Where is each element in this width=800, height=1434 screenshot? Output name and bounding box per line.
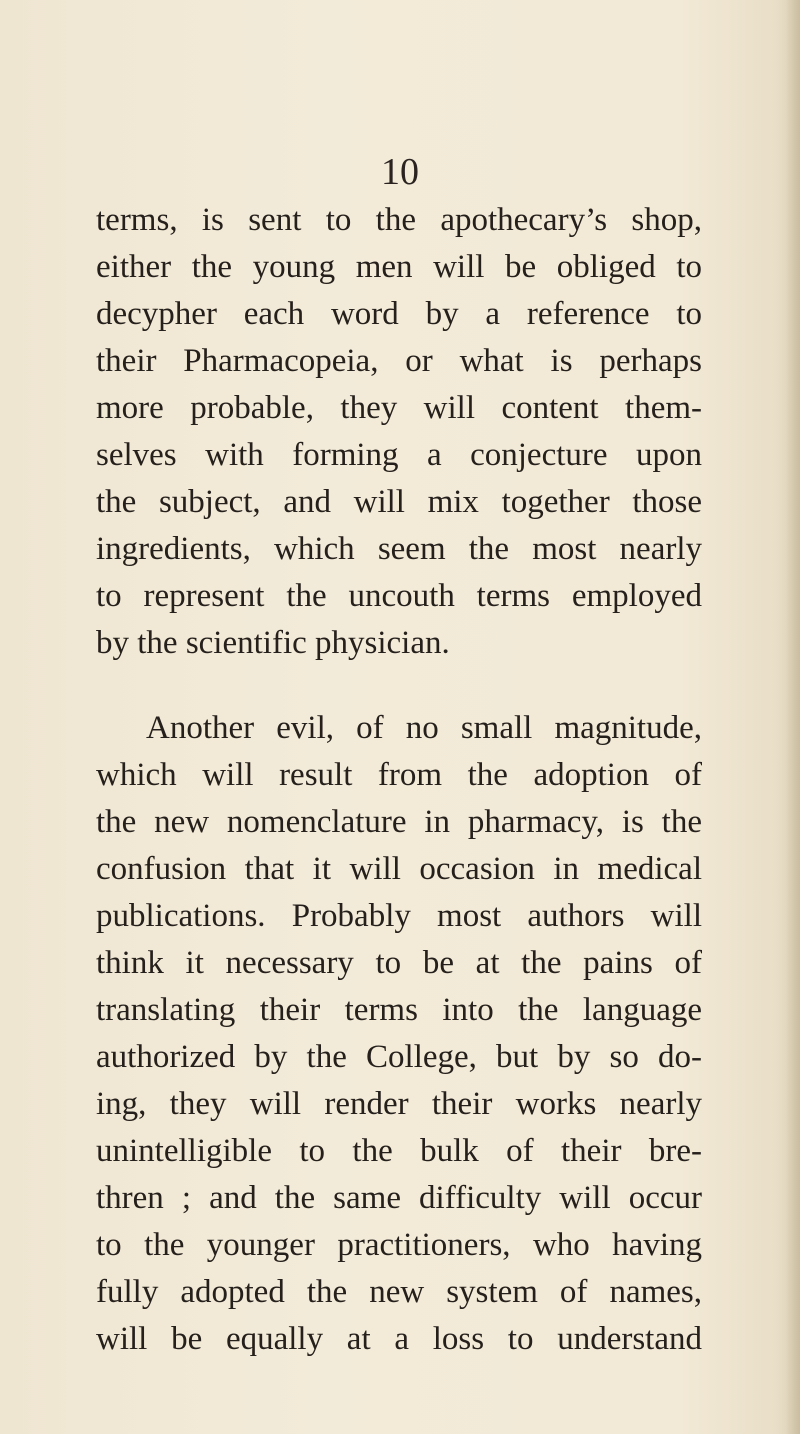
text-line: their Pharmacopeia, or what is perhaps bbox=[96, 343, 702, 379]
text-line: by the scientific physician. bbox=[96, 625, 450, 661]
text-line: authorized by the College, but by so do- bbox=[96, 1039, 702, 1075]
text-line: unintelligible to the bulk of their bre- bbox=[96, 1133, 702, 1169]
text-line: think it necessary to be at the pains of bbox=[96, 945, 702, 981]
text-line: publications. Probably most authors will bbox=[96, 898, 702, 934]
text-line: will be equally at a loss to understand bbox=[96, 1321, 702, 1357]
paragraph-1 bbox=[96, 197, 702, 667]
text-line: to the younger practitioners, who having bbox=[96, 1227, 702, 1263]
text-line: terms, is sent to the apothecary’s shop, bbox=[96, 202, 702, 238]
text-line: Another evil, of no small magnitude, bbox=[146, 710, 702, 746]
body-text bbox=[96, 197, 702, 1363]
text-line: the subject, and will mix together those bbox=[96, 484, 702, 520]
text-line: more probable, they will content them- bbox=[96, 390, 702, 426]
page-number: 10 bbox=[381, 151, 419, 193]
paragraph-gap bbox=[96, 667, 702, 705]
text-line: translating their terms into the language bbox=[96, 992, 702, 1028]
paragraph-2 bbox=[96, 705, 702, 1363]
text-line: thren ; and the same difficulty will occur bbox=[96, 1180, 702, 1216]
text-line: which will result from the adoption of bbox=[96, 757, 702, 793]
text-line: to represent the uncouth terms employed bbox=[96, 578, 702, 614]
text-line: the new nomenclature in pharmacy, is the bbox=[96, 804, 702, 840]
page-edge-shadow bbox=[786, 0, 800, 1434]
text-line: ingredients, which seem the most nearly bbox=[96, 531, 702, 567]
text-line: confusion that it will occasion in medical bbox=[96, 851, 702, 887]
text-line: either the young men will be obliged to bbox=[96, 249, 702, 285]
text-line: selves with forming a conjecture upon bbox=[96, 437, 702, 473]
text-line: ing, they will render their works nearly bbox=[96, 1086, 702, 1122]
text-line: fully adopted the new system of names, bbox=[96, 1274, 702, 1310]
text-line: decypher each word by a reference to bbox=[96, 296, 702, 332]
